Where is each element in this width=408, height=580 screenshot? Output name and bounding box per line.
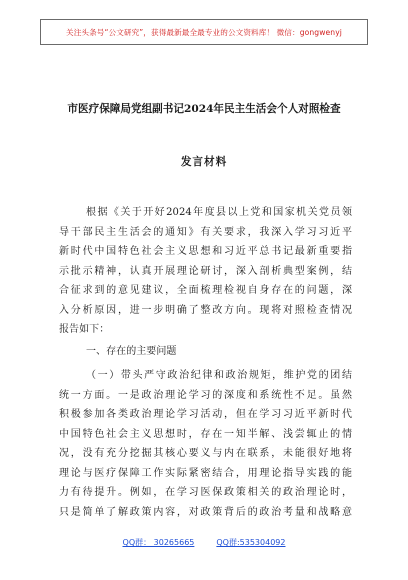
body-line: 中国特色社会主义思想时，存在一知半解、浅尝辄止的情: [59, 429, 352, 440]
footer-contacts: [0, 537, 408, 548]
body-line: 导干部民主生活会的通知》有关要求，我深入学习习近平: [59, 227, 352, 238]
body-line: 况，没有充分挖掘其核心要义与内在联系，未能很好地将: [59, 448, 352, 459]
body-line: 根据《关于开好2024年度县以上党和国家机关党员领: [86, 207, 352, 218]
body-line: （一）带头严守政治纪律和政治规矩，维护党的团结: [86, 370, 352, 381]
promo-banner: [40, 19, 368, 45]
body-line: 入分析原因，进一步明确了整改方向。现将对照检查情况: [59, 305, 352, 316]
promo-banner-text: 关注头条号“公文研究”，获得最新最全最专业的公文资料库！ 微信：gongwenyj: [66, 27, 342, 37]
body-line: 统一方面。一是政治理论学习的深度和系统性不足。虽然: [59, 390, 352, 401]
body-line: 只是简单了解政策内容，对政策背后的政治考量和战略意: [59, 507, 352, 518]
document-title: 市医疗保障局党组副书记2024年民主生活会个人对照检查: [67, 103, 341, 115]
body-line: 合征求到的意见建议，全面梳理检视自身存在的问题，深: [59, 285, 352, 296]
body-line: 理论与医疗保障工作实际紧密结合，用理论指导实践的能: [59, 468, 352, 479]
section-heading: 一、存在的主要问题: [86, 346, 177, 357]
body-line: 示批示精神，认真开展理论研讨，深入剖析典型案例，结: [59, 266, 352, 277]
body-line: 新时代中国特色社会主义思想和习近平总书记最新重要指: [59, 246, 352, 257]
body-line: 力有待提升。例如，在学习医保政策相关的政治理论时，: [59, 487, 352, 498]
document-subtitle: 发言材料: [180, 156, 228, 168]
body-line: 报告如下：: [59, 324, 110, 335]
qq-group-link-2[interactable]: QQ群:535304092: [216, 538, 286, 547]
qq-group-link-1[interactable]: QQ群： 30265665: [122, 538, 195, 547]
body-line: 积极参加各类政治理论学习活动，但在学习习近平新时代: [59, 409, 352, 420]
